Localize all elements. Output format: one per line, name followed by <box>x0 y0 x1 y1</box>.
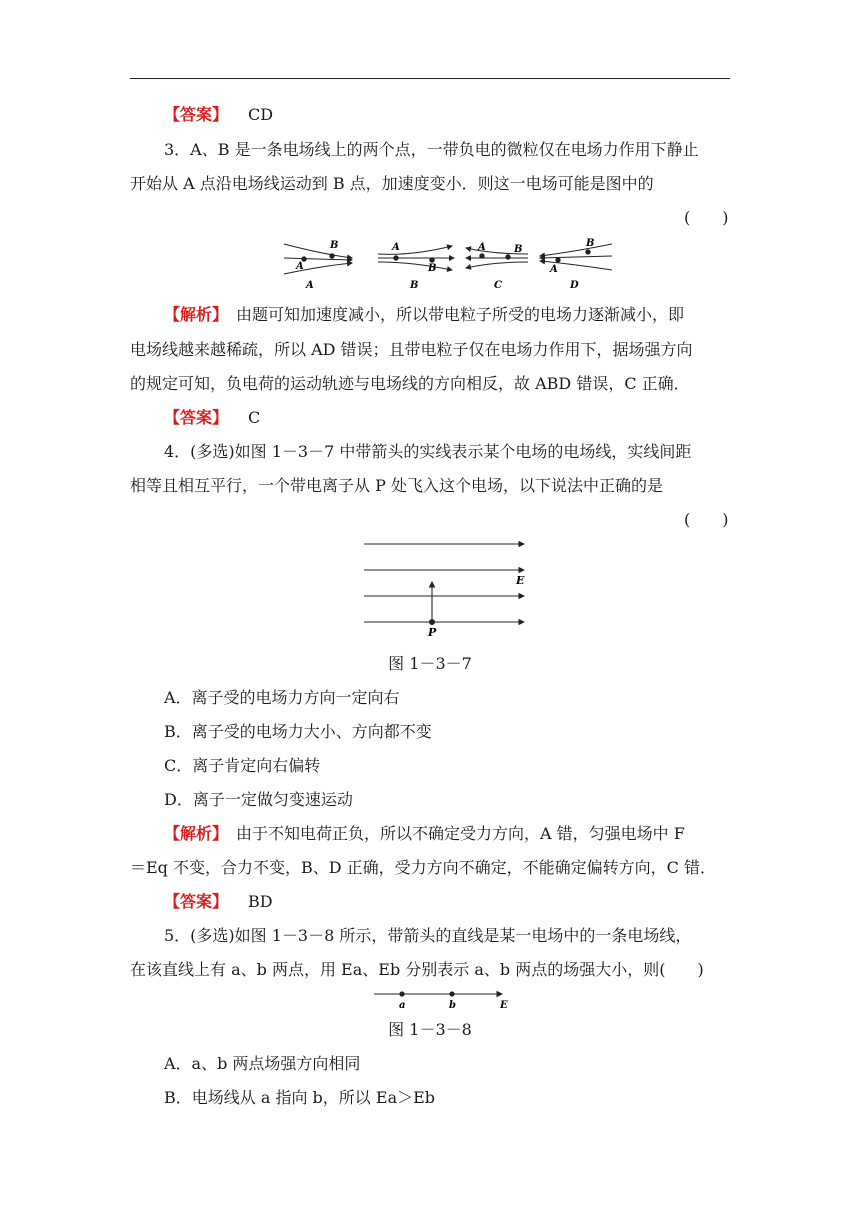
answer-value: C <box>248 408 261 427</box>
answer-value: BD <box>248 892 273 911</box>
q3-analysis-line2: 电场线越来越稀疏，所以 AD 错误；且带电粒子仅在电场力作用下，据场强方向 <box>130 340 693 359</box>
figure-b-label: B <box>410 280 419 291</box>
point-label-a: a <box>399 1000 406 1011</box>
field-label-e: E <box>516 574 525 587</box>
figure-c-point-a: A <box>478 242 486 253</box>
figure-a <box>284 244 352 274</box>
q3-analysis-line3: 的规定可知，负电荷的运动轨迹与电场线的方向相反，故 ABD 错误，C 正确． <box>130 374 690 393</box>
figure-a-point-a: A <box>296 261 304 272</box>
q3-stem-line1: 3．A、B 是一条电场线上的两个点，一带负电的微粒仅在电场力作用下静止 <box>164 140 699 159</box>
q3-analysis-line1 <box>164 303 764 327</box>
q5-stem-line2: 在该直线上有 a、b 两点，用 Ea、Eb 分别表示 a、b 两点的场强大小，则( ) <box>130 960 704 979</box>
q3-field-figure <box>282 236 622 292</box>
figure-c-label: C <box>494 280 502 291</box>
q4-analysis-text1: 由于不知电荷正负，所以不确定受力方向，A 错，匀强电场中 F <box>236 824 685 843</box>
header-rule <box>130 78 730 79</box>
figure-d-point-b: B <box>586 238 595 249</box>
q4-answer-row <box>164 890 764 914</box>
analysis-tag: 【解析】 <box>164 305 221 324</box>
answer-tag: 【答案】 <box>164 892 229 911</box>
q4-option-b: B．离子受的电场力大小、方向都不变 <box>164 722 432 741</box>
point-a <box>399 991 404 996</box>
q2-answer-row <box>164 103 764 127</box>
q4-option-c: C．离子肯定向右偏转 <box>164 756 321 775</box>
point-label-p: P <box>428 626 437 639</box>
figure-d-point-a: A <box>550 264 558 275</box>
q4-option-d: D．离子一定做匀变速运动 <box>164 790 353 809</box>
q5-option-a: A．a、b 两点场强方向相同 <box>164 1054 361 1073</box>
point-p <box>429 619 435 625</box>
figure-c-point-b: B <box>514 244 523 255</box>
q5-field-figure <box>372 986 522 1012</box>
figure-b-point-a: A <box>392 242 400 253</box>
point-b <box>449 991 454 996</box>
q4-field-figure <box>360 536 540 640</box>
answer-tag: 【答案】 <box>164 408 229 427</box>
analysis-tag: 【解析】 <box>164 824 221 843</box>
q4-figure-caption: 图 1－3－7 <box>388 654 472 673</box>
field-label-e: E <box>500 1000 508 1011</box>
q3-answer-paren: ( ) <box>684 208 729 227</box>
q5-option-b: B．电场线从 a 指向 b，所以 Ea＞Eb <box>164 1088 436 1107</box>
q3-answer-row <box>164 406 764 430</box>
q3-stem-line2: 开始从 A 点沿电场线运动到 B 点，加速度变小．则这一电场可能是图中的 <box>130 174 654 193</box>
figure-a-label: A <box>306 280 314 291</box>
figure-b <box>378 246 454 270</box>
answer-value: CD <box>248 105 274 124</box>
q4-option-a: A．离子受的电场力方向一定向右 <box>164 688 400 707</box>
figure-d-label: D <box>570 280 579 291</box>
q5-figure-caption: 图 1－3－8 <box>388 1020 472 1039</box>
q4-stem-line1: 4．(多选)如图 1－3－7 中带箭头的实线表示某个电场的电场线，实线间距 <box>164 442 692 461</box>
figure-b-point-b: B <box>428 263 437 274</box>
figure-a-point-b: B <box>330 240 339 251</box>
q4-analysis-line2: ＝Eq 不变，合力不变，B、D 正确，受力方向不确定，不能确定偏转方向，C 错． <box>130 858 717 877</box>
point-label-b: b <box>449 1000 456 1011</box>
answer-tag: 【答案】 <box>164 105 229 124</box>
q4-analysis-line1 <box>164 822 764 846</box>
q4-stem-line2: 相等且相互平行，一个带电离子从 P 处飞入这个电场，以下说法中正确的是 <box>130 476 663 495</box>
q5-stem-line1: 5．(多选)如图 1－3－8 所示，带箭头的直线是某一电场中的一条电场线， <box>164 926 692 945</box>
q4-answer-paren: ( ) <box>684 510 729 529</box>
q3-analysis-text1: 由题可知加速度减小，所以带电粒子所受的电场力逐渐减小，即 <box>236 305 685 324</box>
